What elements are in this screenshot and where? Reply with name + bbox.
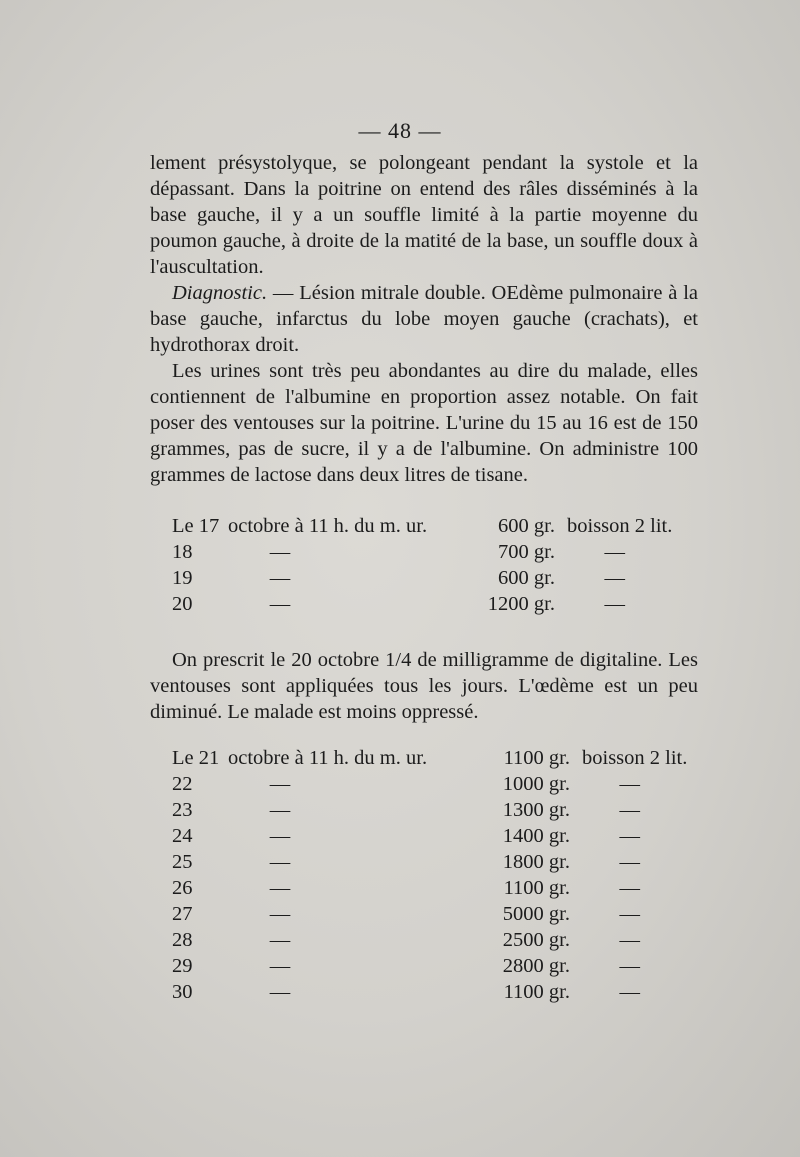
- table-row: [172, 771, 687, 797]
- table-cell-urine: 1100 gr.: [503, 747, 570, 769]
- table-row: [172, 745, 687, 771]
- table-cell-time: [228, 771, 478, 797]
- table-cell-time: [228, 927, 478, 953]
- table-cell-urine: 700 gr.: [498, 541, 555, 563]
- table-cell-urine: 1000 gr.: [502, 773, 570, 795]
- ditto-dash: —: [269, 981, 291, 1003]
- table-cell-day: 30: [172, 981, 193, 1003]
- table-row: [172, 565, 672, 591]
- table-cell-drink: [582, 979, 687, 1005]
- table-cell-day: Le 21: [172, 747, 220, 769]
- page-number: — 48 —: [358, 118, 442, 143]
- paragraph-prescription: On prescrit le 20 octobre 1/4 de milligramme de digitaline. Les ventouses sont appliquées tous les jours. L'œdème est un peu diminué. Le malade est moins oppressé.: [150, 649, 698, 723]
- table-cell-drink: boisson 2 lit.: [567, 515, 673, 537]
- diagnostic-label: Diagnostic.: [172, 282, 268, 304]
- table-cell-drink: [567, 539, 672, 565]
- table-cell-urine: 1400 gr.: [502, 825, 570, 847]
- urine-table-2: [172, 745, 687, 1005]
- table-cell-day: 23: [172, 799, 193, 821]
- ditto-dash: —: [619, 929, 640, 951]
- table-row: [172, 797, 687, 823]
- table-cell-time: [228, 875, 478, 901]
- ditto-dash: —: [604, 541, 625, 563]
- table-cell-urine: 1200 gr.: [487, 593, 555, 615]
- table-row: [172, 849, 687, 875]
- ditto-dash: —: [604, 593, 625, 615]
- table-cell-drink: boisson 2 lit.: [582, 747, 688, 769]
- ditto-dash: —: [619, 773, 640, 795]
- table-cell-drink: [582, 823, 687, 849]
- table-cell-time: [228, 539, 460, 565]
- ditto-dash: —: [269, 877, 291, 899]
- ditto-dash: —: [604, 567, 625, 589]
- table-cell-drink: [582, 901, 687, 927]
- ditto-dash: —: [619, 877, 640, 899]
- table-cell-drink: [567, 565, 672, 591]
- ditto-dash: —: [619, 799, 640, 821]
- table-row: [172, 901, 687, 927]
- table-row: [172, 927, 687, 953]
- table-cell-time: octobre à 11 h. du m. ur.: [228, 515, 428, 537]
- table-cell-drink: [567, 591, 672, 617]
- urine-table-1: [172, 513, 672, 617]
- table-cell-day: 24: [172, 825, 193, 847]
- table-cell-day: 20: [172, 593, 193, 615]
- table-row: [172, 539, 672, 565]
- table-row: [172, 979, 687, 1005]
- table-row: [172, 591, 672, 617]
- table-row: [172, 953, 687, 979]
- table-cell-day: 18: [172, 541, 193, 563]
- ditto-dash: —: [619, 981, 640, 1003]
- table-cell-drink: [582, 797, 687, 823]
- ditto-dash: —: [269, 541, 291, 563]
- table-cell-time: [228, 797, 478, 823]
- table-row: [172, 823, 687, 849]
- table-cell-drink: [582, 849, 687, 875]
- table-cell-day: 27: [172, 903, 193, 925]
- ditto-dash: —: [619, 903, 640, 925]
- table-cell-drink: [582, 927, 687, 953]
- table-row: [172, 875, 687, 901]
- ditto-dash: —: [269, 955, 291, 977]
- paragraph-diagnostic: [150, 280, 698, 358]
- table-cell-day: 22: [172, 773, 193, 795]
- table-cell-urine: 1300 gr.: [502, 799, 570, 821]
- ditto-dash: —: [269, 825, 291, 847]
- table-cell-urine: 1100 gr.: [503, 877, 570, 899]
- table-cell-time: [228, 953, 478, 979]
- ditto-dash: —: [269, 851, 291, 873]
- clinical-text-block: [150, 150, 698, 488]
- table-cell-urine: 1100 gr.: [503, 981, 570, 1003]
- table-cell-day: 29: [172, 955, 193, 977]
- table-cell-day: 28: [172, 929, 193, 951]
- table-cell-day: 26: [172, 877, 193, 899]
- ditto-dash: —: [269, 593, 291, 615]
- table-cell-time: octobre à 11 h. du m. ur.: [228, 747, 428, 769]
- clinical-text-block: [150, 647, 698, 725]
- table-cell-time: [228, 823, 478, 849]
- ditto-dash: —: [269, 799, 291, 821]
- table-cell-time: [228, 901, 478, 927]
- table-cell-urine: 600 gr.: [498, 567, 555, 589]
- table-cell-day: 19: [172, 567, 193, 589]
- table-cell-day: 25: [172, 851, 193, 873]
- ditto-dash: —: [269, 929, 291, 951]
- table-cell-urine: 2800 gr.: [502, 955, 570, 977]
- table-cell-time: [228, 591, 460, 617]
- table-cell-drink: [582, 875, 687, 901]
- ditto-dash: —: [619, 955, 640, 977]
- table-cell-time: [228, 979, 478, 1005]
- table-cell-urine: 5000 gr.: [502, 903, 570, 925]
- ditto-dash: —: [269, 773, 291, 795]
- table-cell-urine: 1800 gr.: [502, 851, 570, 873]
- paragraph-urines: Les urines sont très peu abondantes au dire du malade, elles contiennent de l'albumine en proportion assez notable. On fait poser des ventouses sur la poitrine. L'urine du 15 au 16 est de 150 grammes, pas de sucre, il y a de l'albumine. On administre 100 grammes de lactose dans deux litres de tisane.: [150, 360, 698, 486]
- table-cell-time: [228, 565, 460, 591]
- ditto-dash: —: [269, 567, 291, 589]
- table-cell-day: Le 17: [172, 515, 220, 537]
- ditto-dash: —: [619, 825, 640, 847]
- ditto-dash: —: [269, 903, 291, 925]
- diagnostic-text: — Lésion mitrale double. OEdème pulmonaire à la base gauche, infarctus du lobe moyen gauche (crachats), et hydrothorax droit.: [150, 282, 698, 356]
- table-cell-urine: 2500 gr.: [502, 929, 570, 951]
- ditto-dash: —: [619, 851, 640, 873]
- table-row: [172, 513, 672, 539]
- table-cell-drink: [582, 771, 687, 797]
- paragraph-examination: lement présystolyque, se polongeant pendant la systole et la dépassant. Dans la poitrine on entend des râles disséminés à la base gauche, il y a un souffle limité à la partie moyenne du poumon gauche, à droite de la matité de la base, un souffle doux à l'auscultation.: [150, 152, 698, 278]
- table-cell-urine: 600 gr.: [498, 515, 555, 537]
- table-cell-drink: [582, 953, 687, 979]
- table-cell-time: [228, 849, 478, 875]
